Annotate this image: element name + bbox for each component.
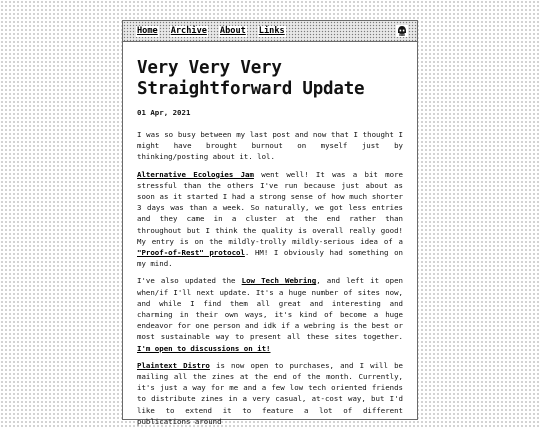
paragraph-2 [137,169,403,270]
proof-of-rest-link[interactable]: "Proof-of-Rest" protocol [137,248,245,258]
nav-links-link[interactable]: Links [258,25,285,36]
paragraph-3-text-b: , and left it open when/if I'll next update. It's a huge number of sites now, and while I find them all great and interesting and charming in their own ways, it's kind of become a huge endeavor for one person and idk if a webring is the best or most sustainable way to present all these sites together. [137,276,404,342]
post-content [123,58,417,427]
low-tech-webring-link[interactable]: Low Tech Webring [241,276,317,286]
nav-home-link[interactable]: Home [137,25,158,36]
post-title: Very Very Very Straightforward Update [137,58,365,99]
plaintext-distro-link[interactable]: Plaintext Distro [137,360,210,370]
paragraph-3 [137,275,403,353]
top-nav [123,21,417,42]
skull-icon[interactable] [396,25,408,37]
nav-archive-link[interactable]: Archive [170,25,207,36]
paragraph-2-text-a: went well! It was a bit more stressful than the others I've run because just about as soon as it started I had a strong sense of how much shorter 3 days was than a week. So naturally, we got less entries and they came in a cluster at the end rather than throughout but I think the quality is overall really good! My entry is on the mildly-trolly mildly-serious idea of a [137,169,403,246]
paragraph-4-text-a: is now open to purchases, and I will be mailing all the zines at the end of the month. Currently, it's just a way for me and a few low tech oriented friends to distribute zines in a very casual, at-cost way, but I'd like to extend it to feature a lot of different publications around [137,360,403,426]
discussions-link[interactable]: I'm open to discussions on it! [137,343,271,353]
paragraph-3-text-a: I've also updated the [137,276,242,286]
page-container [122,20,418,426]
paragraph-1: I was so busy between my last post and now that I thought I might have brought burnout on myself just by thinking/posting about it. lol. [137,130,403,162]
paragraph-4 [137,360,403,427]
nav-about-link[interactable]: About [219,25,246,36]
paragraph-2-text-b: . HM! I obviously had something on my mind. [137,248,403,269]
alternative-ecologies-jam-link[interactable]: Alternative Ecologies Jam [137,169,254,179]
post-date: 01 Apr, 2021 [137,108,191,117]
